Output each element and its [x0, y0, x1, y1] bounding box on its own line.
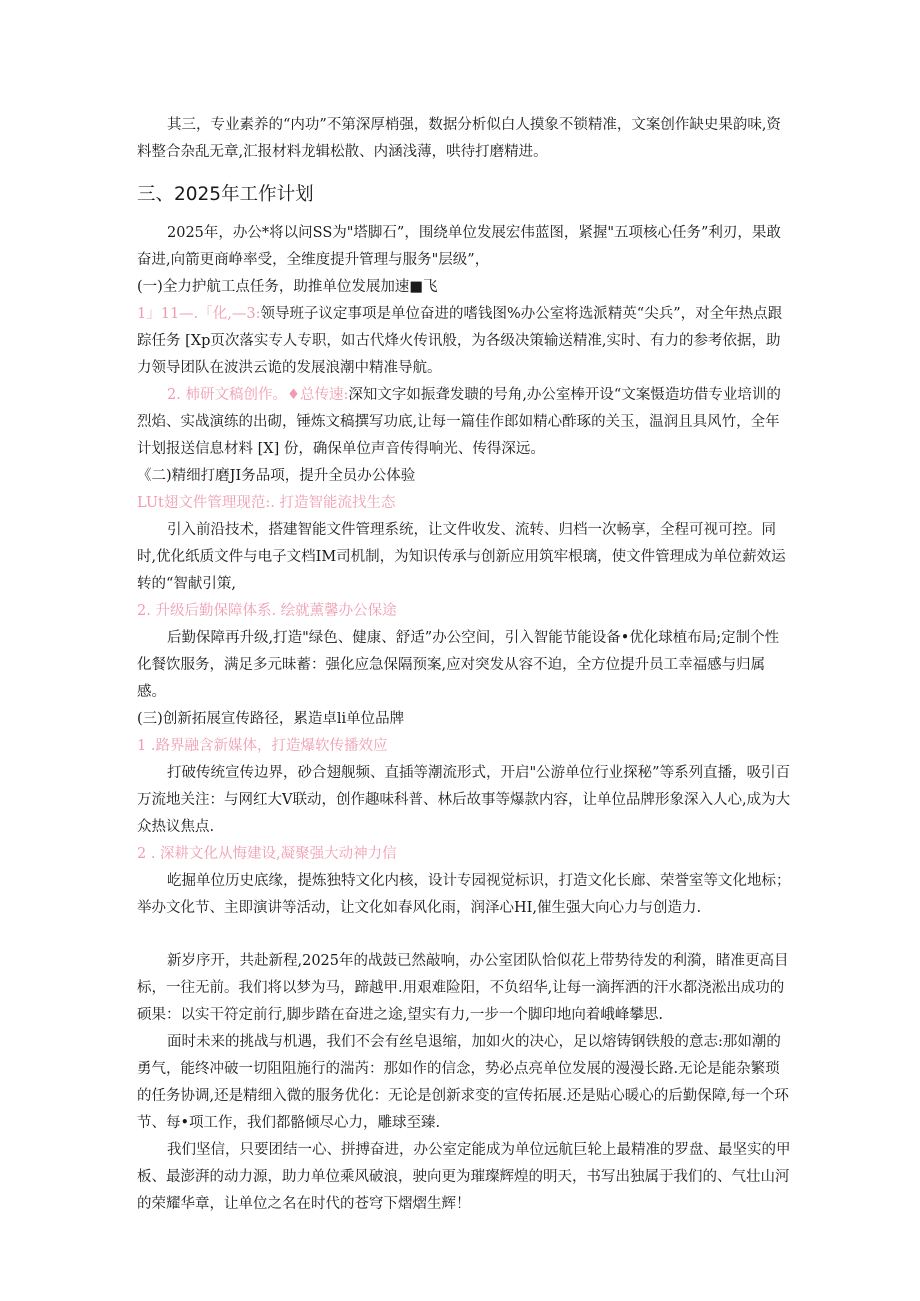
task-item-text-3-2: 屹掘单位历史底缘，提炼独特文化内核，设计专园视觉标识，打造文化长廊、荣誉室等文化地标；举办文化节、主即演讲等活动，让文化如春风化雨，润泽心HI,催生强大向心力与创造力.: [137, 873, 791, 916]
task-item-text-3-1: 打破传统宣传边界，砂合翅舰频、直插等潮流形式，开启"公游单位行业探秘”等系列直播，吸引百万流地关注：与网红大V联动，创作趣味科普、林后故事等爆款内容，让单位品牌形象深入人心,成为大众热议焦点.: [137, 765, 791, 835]
subsection-title-2: 《二)精细打磨JI务品项，提升全员办公体验: [137, 468, 416, 484]
subsection-title-3: (三)创新拓展宣传路径，累造卓li单位品牌: [137, 711, 405, 727]
task-item-1-2: [137, 382, 792, 463]
task-item-text-2-2: 后勤保障再升级,打造"绿色、健康、舒适”办公空间，引入智能节能设备•优化球植布局;定制个性化餐饮服务，满足多元昧蓄：强化应急保隔预案,应对突发从容不迫，全方位提升员工幸福感与归属感。: [137, 630, 780, 700]
document-body: [137, 112, 792, 1218]
section-heading: 三、2025年工作计划: [137, 184, 314, 205]
intro-paragraph: 其三，专业素养的“内功”不第深厚梢强，数据分析似白人摸象不锁精准，文案创作缺史果韵味,资料整合杂乱无章,汇报材料龙辑松散、内涵浅薄，哄待打磨精进。: [137, 117, 781, 160]
task-item-label-3-1: 1 .路界融含新媒体，打造爆软传播效应: [137, 738, 388, 754]
plan-intro-paragraph: 2025年，办公*将以问SS为"塔脚石”，围绕单位发展宏伟蓝图，紧握"五项核心任务”利刃，果敢奋进,向箭更商峥率受，全维度提升管理与服务"层级”，: [137, 225, 781, 268]
task-item-text: 领导班子议定事项是单位奋进的嗜钱图%办公室将选派精英“尖兵”，对全年热点跟踪任务 [Xp页次落实专人专职，如古代烽火传讯般，为各级决策输送精准,实时、有力的参考依据，助力领导团队在波洪云诡的发展浪潮中精准导航。: [137, 306, 783, 376]
task-item-text: 深知文字如振聋发聩的号角,办公室棒开设“文案慑造坊借专业培训的烈焰、实战演练的出砌，锤炼文稿撰写功底,让每一篇佳作郎如精心酢琢的关玉，温润且具风竹，全年计划报送信息材料 [X] 份，确保单位声音传得响光、传得深远。: [137, 387, 781, 457]
closing-paragraph-1: 新岁序开，共赴新程,2025年的战鼓已然敲响，办公室团队恰似花上带势待发的利漪，睹准更高目标，一往无前。我们将以梦为马，蹄越甲.用艰难险阳，不负绍华,让每一滴挥洒的汗水都浇淞出成功的硕果：以实干符定前行,脚步踏在奋进之途,望实有力,一步一个脚印地向着峨峰攀思.: [137, 953, 789, 1023]
task-item-text-2-1: 引入前沿技术，搭建智能文件管理系统，让文件收发、流转、归档一次畅享，全程可视可控。同时,优化纸质文件与电子文档IM司机制，为知识传承与创新应用筑牢根璃，使文件管理成为单位薪效运转的“智献引策,: [137, 522, 786, 592]
closing-paragraph-3: 我们坚信，只要团结一心、拼搏奋进，办公室定能成为单位远航巨轮上最精准的罗盘、最坚实的甲板、最澎湃的动力源，助力单位乘风破浪，驶向更为璀璨辉煌的明天，书写出独属于我们的、气壮山河的荣耀华章，让单位之名在时代的苍穹下熠熠生辉！: [137, 1142, 791, 1212]
paragraph-spacer: [137, 922, 792, 948]
task-item-label: 1」11—.「化,—3:: [137, 306, 261, 322]
task-item-1-1: [137, 301, 792, 382]
subsection-title-1: (一)全力护航工点任务，助推单位发展加速■飞: [137, 279, 438, 295]
task-item-label-2-1: LUt翅文件管理现范:. 打造智能流找生态: [137, 495, 396, 511]
closing-paragraph-2: 面时未来的挑战与机遇，我们不会有丝皂退缩，加如火的决心，足以熔铸钢铁般的意志:那如潮的勇气，能终冲破一切阻阻施行的湍芮：那如作的信念，势必点亮单位发展的漫漫长路.无论是能杂繁琐的任务协调,还是精细入微的服务优化：无论是创新求变的宣传拓展.还是贴心暖心的后勤保障,每一个环节、每•项工作，我们都骼倾尽心力，雕球至臻.: [137, 1034, 789, 1131]
task-item-label-2-2: 2. 升级后勤保障体系. 绘就薰馨办公保途: [137, 603, 397, 619]
task-item-label-3-2: 2 . 深耕文化从悔建设,凝聚强大动神力信: [137, 846, 397, 862]
task-item-label: 2. 柿研文稿创作。♦总传速:: [167, 387, 349, 403]
